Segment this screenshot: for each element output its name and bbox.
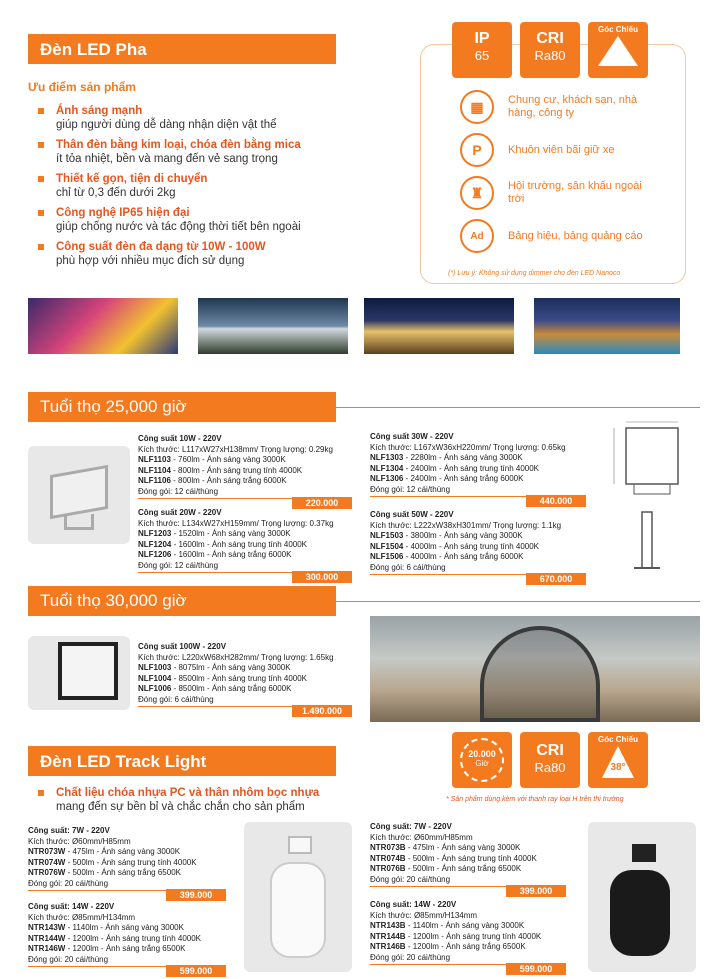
advantage-item: Ánh sáng mạnh giúp người dùng dễ dàng nhận diện vật thể xyxy=(26,104,386,132)
spec-card: Công suất: 14W - 220V Kích thước: Ø85mm/H134mm NTR143W - 1140lm - Ánh sáng vàng 3000K NTR144W - 1200lm - Ánh sáng trung tính 4000K NTR146W - 1200lm - Ánh sáng trắng 6500K Đóng gói: 20 cái/thùng 599.000 xyxy=(28,902,226,967)
gate-photo xyxy=(370,616,700,722)
spec-card: Công suất 100W - 220V Kích thước: L220xW68xH282mm/ Trọng lượng: 1.65kg NLF1003 - 8075lm - Ánh sáng vàng 3000K NLF1004 - 8500lm - Ánh sáng trung tính 4000K NLF1006 - 8500lm - Ánh sáng trắng 6000K Đóng gói: 6 cái/thùng 1.490.000 xyxy=(138,642,352,707)
spec-card: Công suất: 7W - 220V Kích thước: Ø60mm/H85mm NTR073W - 475lm - Ánh sáng vàng 3000K NTR074W - 500lm - Ánh sáng trung tính 4000K NTR076W - 500lm - Ánh sáng trắng 6500K Đóng gói: 20 cái/thùng 399.000 xyxy=(28,826,226,891)
building-icon: ▦ xyxy=(460,90,494,124)
lifetime-badge: 20.000 Giờ xyxy=(452,732,512,788)
app-item: ♜ Hội trường, sân khấu ngoài trời xyxy=(460,176,660,210)
flood-title: Đèn LED Pha xyxy=(28,34,336,64)
price-tag: 399.000 xyxy=(506,885,566,897)
price-tag: 220.000 xyxy=(292,497,352,509)
palace-photo xyxy=(364,298,514,354)
cri-badge: CRI Ra80 xyxy=(520,22,580,78)
white-track-light-image xyxy=(244,822,352,972)
advantages-list xyxy=(26,104,386,274)
cri-badge: CRI Ra80 xyxy=(520,732,580,788)
app-item: Ad Bảng hiệu, bảng quảng cáo xyxy=(460,219,660,253)
flood-light-100w-image xyxy=(28,636,130,710)
divider xyxy=(336,407,700,408)
spec-card: Công suất 10W - 220V Kích thước: L117xW27xH138mm/ Trọng lượng: 0.29kg NLF1103 - 760lm - Ánh sáng vàng 3000K NLF1104 - 800lm - Ánh sáng trung tính 4000K NLF1106 - 800lm - Ánh sáng trắng 6000K Đóng gói: 12 cái/thùng 220.000 xyxy=(138,434,352,499)
spec-card: Công suất 50W - 220V Kích thước: L222xW38xH301mm/ Trọng lượng: 1.1kg NLF1503 - 3800lm - Ánh sáng vàng 3000K NLF1504 - 4000lm - Ánh sáng trung tính 4000K NLF1506 - 4000lm - Ánh sáng trắng 6000K Đóng gói: 6 cái/thùng 670.000 xyxy=(370,510,586,575)
house-photo xyxy=(198,298,348,354)
lifetime-30k-title: Tuổi thọ 30,000 giờ xyxy=(28,586,336,616)
advantage-item: Công suất đèn đa dạng từ 10W - 100W phù hợp với nhiều mục đích sử dụng xyxy=(26,240,386,268)
resort-photo xyxy=(534,298,680,354)
price-tag: 670.000 xyxy=(526,573,586,585)
spec-card: Công suất: 7W - 220V Kích thước: Ø60mm/H85mm NTR073B - 475lm - Ánh sáng vàng 3000K NTR074B - 500lm - Ánh sáng trung tính 4000K NTR076B - 500lm - Ánh sáng trắng 6500K Đóng gói: 20 cái/thùng 399.000 xyxy=(370,822,566,887)
spec-card: Công suất 20W - 220V Kích thước: L134xW27xH159mm/ Trọng lượng: 0.37kg NLF1203 - 1520lm - Ánh sáng vàng 3000K NLF1204 - 1600lm - Ánh sáng trung tính 4000K NLF1206 - 1600lm - Ánh sáng trắng 6000K Đóng gói: 12 cái/thùng 300.000 xyxy=(138,508,352,573)
price-tag: 599.000 xyxy=(506,963,566,975)
billboard-icon: Ad xyxy=(460,219,494,253)
spec-card: Công suất 30W - 220V Kích thước: L167xW36xH220mm/ Trọng lượng: 0.65kg NLF1303 - 2280lm - Ánh sáng vàng 3000K NLF1304 - 2400lm - Ánh sáng trung tính 4000K NLF1306 - 2400lm - Ánh sáng trắng 6000K Đóng gói: 12 cái/thùng 440.000 xyxy=(370,432,586,497)
advantages-heading: Ưu điểm sản phẩm xyxy=(28,80,136,94)
price-tag: 300.000 xyxy=(292,571,352,583)
black-track-light-image xyxy=(588,822,696,972)
advantage-item: Thân đèn bằng kim loại, chóa đèn bằng mica ít tỏa nhiệt, bền và mang đến vẻ sang trọng xyxy=(26,138,386,166)
ip-badge: IP 65 xyxy=(452,22,512,78)
price-tag: 440.000 xyxy=(526,495,586,507)
flood-light-image xyxy=(28,446,130,544)
price-tag: 599.000 xyxy=(166,965,226,977)
beam-angle-badge: Góc Chiếu 110° xyxy=(588,22,648,78)
spec-card: Công suất: 14W - 220V Kích thước: Ø85mm/H134mm NTR143B - 1140lm - Ánh sáng vàng 3000K NTR144B - 1200lm - Ánh sáng trung tính 4000K NTR146B - 1200lm - Ánh sáng trắng 6500K Đóng gói: 20 cái/thùng 599.000 xyxy=(370,900,566,965)
app-item: ▦ Chung cư, khách sạn, nhà hàng, công ty xyxy=(460,90,660,124)
stage-icon: ♜ xyxy=(460,176,494,210)
dimmer-note: (*) Lưu ý: Không sử dụng dimmer cho đèn LED Nanoco xyxy=(448,270,621,277)
advantage-item: Thiết kế gọn, tiện di chuyển chỉ từ 0,3 đến dưới 2kg xyxy=(26,172,386,200)
track-feature: Chất liệu chóa nhựa PC và thân nhôm bọc nhựa mang đến sự bền bỉ và chắc chắn cho sản phẩm xyxy=(26,786,406,820)
beam-angle-badge: Góc Chiếu 38° xyxy=(588,732,648,788)
price-tag: 1.490.000 xyxy=(292,705,352,717)
parking-icon: P xyxy=(460,133,494,167)
lifetime-25k-title: Tuổi thọ 25,000 giờ xyxy=(28,392,336,422)
track-title: Đèn LED Track Light xyxy=(28,746,336,776)
dimension-drawing xyxy=(604,416,694,584)
app-item: P Khuôn viên bãi giữ xe xyxy=(460,133,660,167)
price-tag: 399.000 xyxy=(166,889,226,901)
divider xyxy=(336,601,700,602)
rail-note: * Sản phẩm dùng kèm với thanh ray loại H trên thị trường xyxy=(446,796,624,803)
advantage-item: Công nghệ IP65 hiện đại giúp chống nước và tác động thời tiết bên ngoài xyxy=(26,206,386,234)
applications-list xyxy=(460,90,660,262)
times-square-photo xyxy=(28,298,178,354)
